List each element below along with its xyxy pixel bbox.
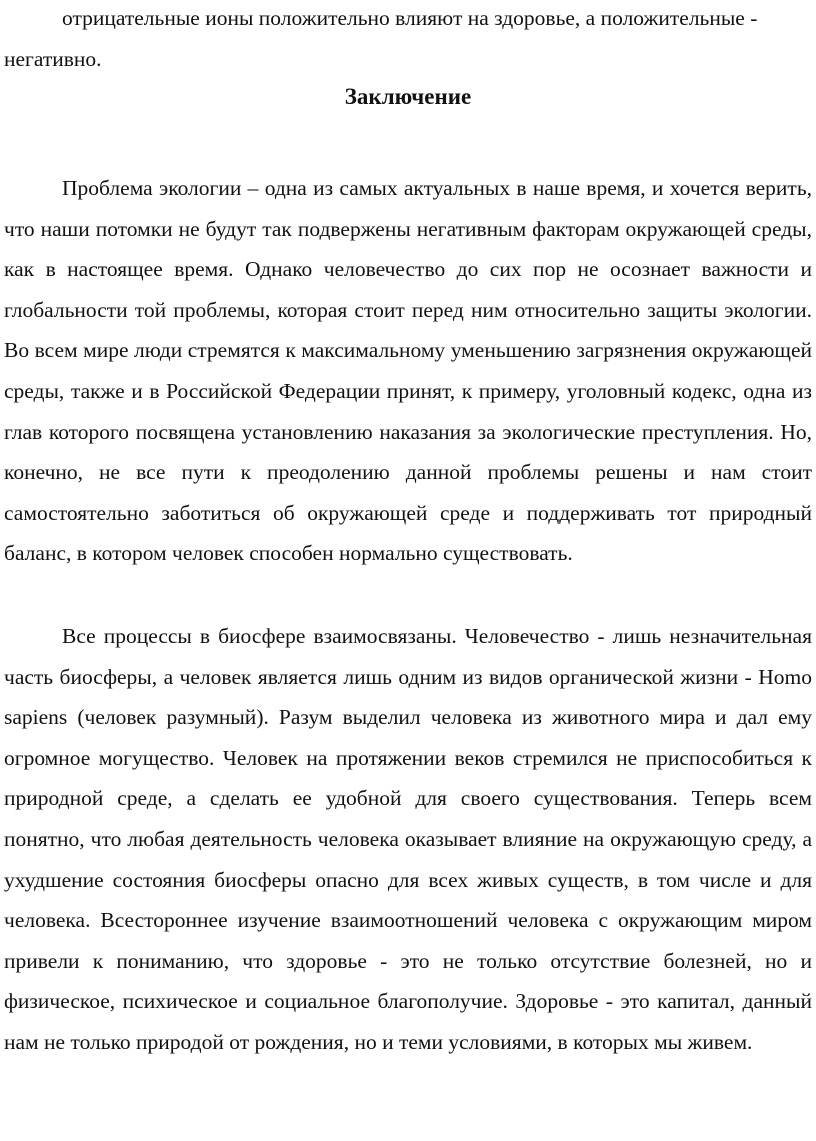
section-heading: Заключение — [344, 84, 472, 109]
fragment-line-1: отрицательные ионы положительно влияют на здоровье, а положительные - — [62, 6, 758, 30]
paragraph-2: Все процессы в биосфере взаимосвязаны. Человечество - лишь незначительная часть биосферы, а человек является лишь одним из видов органической жизни - Homo sapiens (человек разумный). Разум выделил человека из животного мира и дал ему огромное могущество. Человек на протяжении веков стремился не приспособиться к природной среде, а сделать ее удобной для своего существования. Теперь всем понятно, что любая деятельность человека оказывает влияние на окружающую среду, а ухудшение состояния биосферы опасно для всех живых существ, в том числе и для человека. Всестороннее изучение взаимоотношений человека с окружающим миром привели к пониманию, что здоровье - это не только отсутствие болезней, но и физическое, психическое и социальное благополучие. Здоровье - это капитал, данный нам не только природой от рождения, но и теми условиями, в которых мы живем. — [4, 624, 812, 1054]
paragraph-1: Проблема экологии – одна из самых актуальных в наше время, и хочется верить, что наши потомки не будут так подвержены негативным факторам окружающей среды, как в настоящее время. Однако человечество до сих пор не осознает важности и глобальности той проблемы, которая стоит перед ним относительно защиты экологии. Во всем мире люди стремятся к максимальному уменьшению загрязнения окружающей среды, также и в Российской Федерации принят, к примеру, уголовный кодекс, одна из глав которого посвящена установлению наказания за экологические преступления. Но, конечно, не все пути к преодолению данной проблемы решены и нам стоит самостоятельно заботиться об окружающей среде и поддерживать тот природный баланс, в котором человек способен нормально существовать. — [4, 176, 812, 566]
fragment-line-2: негативно. — [4, 47, 102, 71]
